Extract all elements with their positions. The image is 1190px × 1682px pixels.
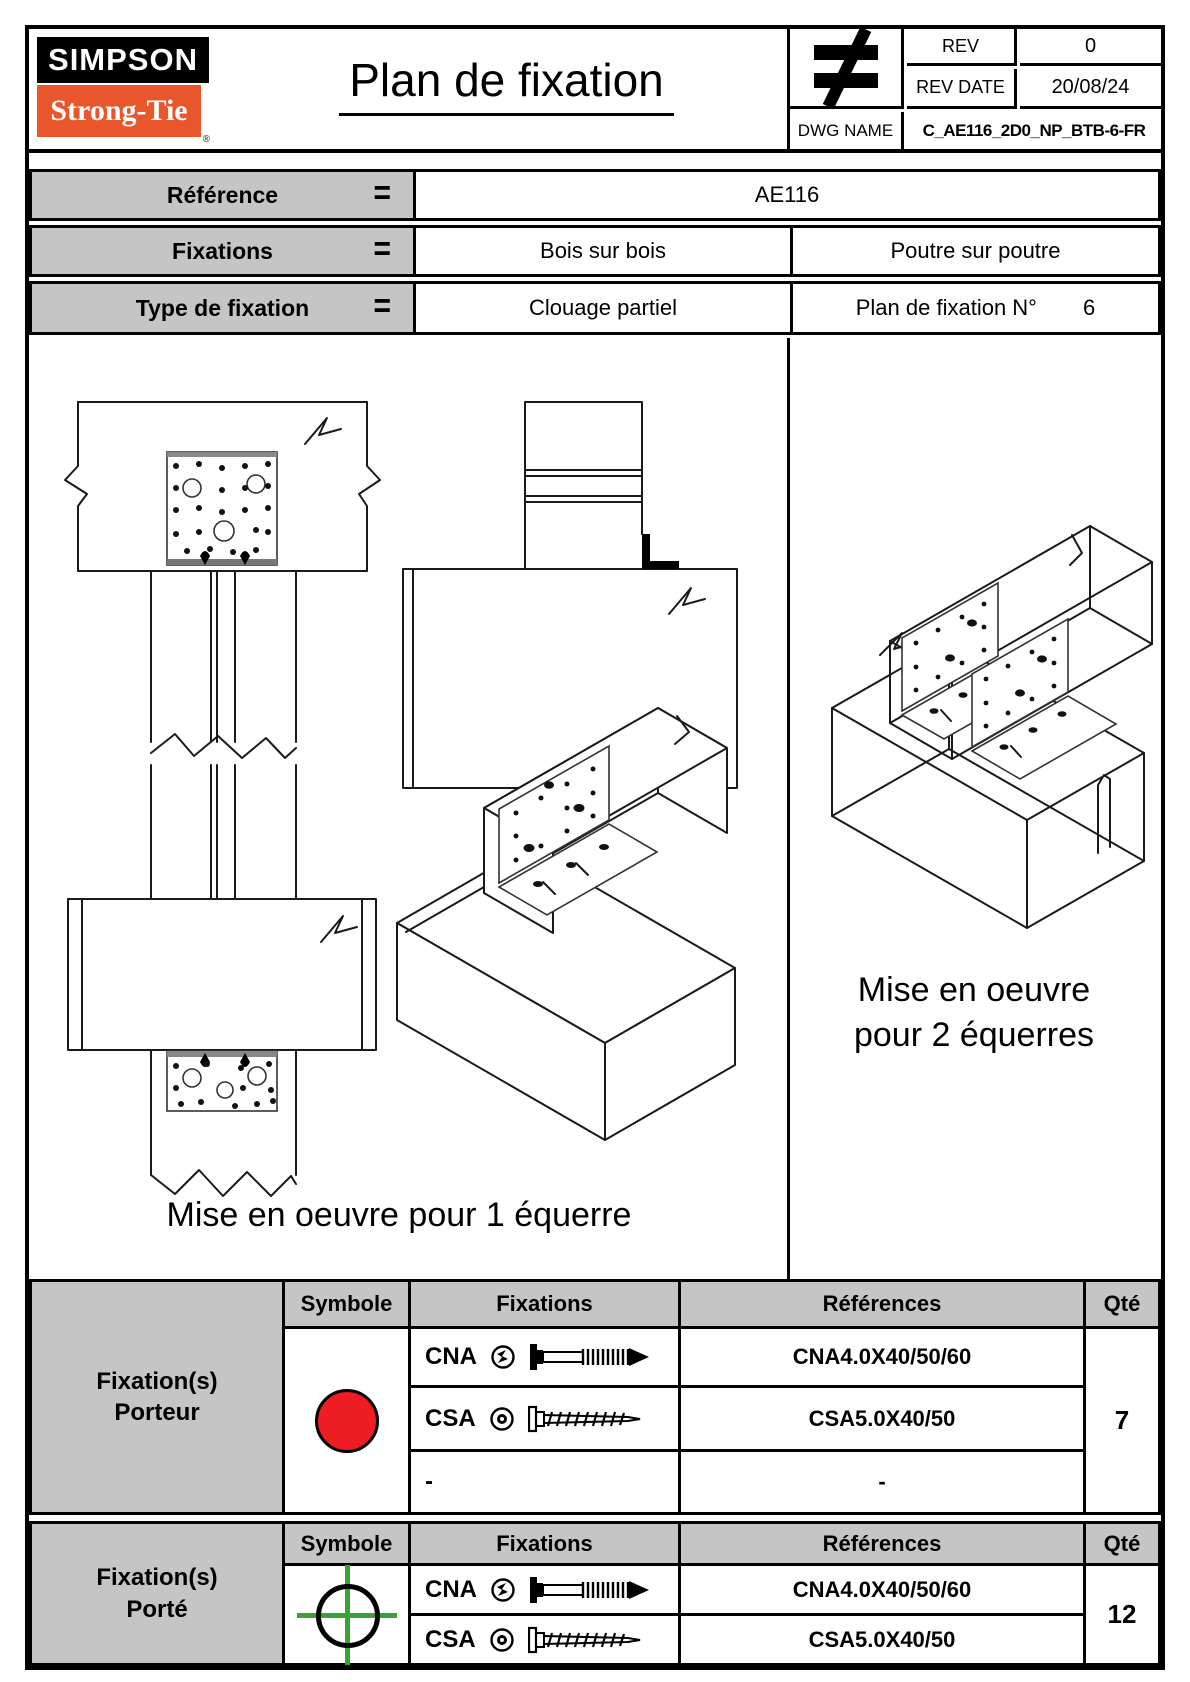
fixation-table-porte	[29, 1521, 1161, 1666]
caption-two-brackets-line2: pour 2 équerres	[853, 1015, 1095, 1054]
ref-label: Référence	[166, 181, 279, 208]
porte-symbol-crosshair	[297, 1565, 397, 1665]
header-references: Références	[681, 1282, 1086, 1329]
caption-one-bracket: Mise en oeuvre pour 1 équerre	[166, 1196, 632, 1234]
fixations-value-1: Bois sur bois	[416, 228, 793, 274]
type-value-1: Clouage partiel	[416, 284, 793, 332]
logo-simpson: SIMPSON	[37, 37, 209, 83]
caption-two-brackets-line1: Mise en oeuvre	[857, 971, 1091, 1009]
fixation-row-empty: -	[411, 1452, 681, 1512]
ref-value: AE116	[754, 182, 820, 207]
header-symbole-2: Symbole	[285, 1524, 411, 1566]
dwg-name-label: DWG NAME	[790, 112, 904, 149]
logo-strongtie	[37, 85, 210, 145]
csa-head-icon	[489, 1627, 515, 1653]
drawing-area	[29, 338, 1161, 1279]
sheet-border	[25, 25, 1165, 1670]
reference-cna: CNA4.0X40/50/60	[681, 1329, 1086, 1388]
type-label: Type de fixation	[135, 294, 310, 321]
header-fixations: Fixations	[411, 1282, 681, 1329]
revision-block	[787, 29, 1161, 149]
csa-head-icon	[489, 1406, 515, 1432]
fixation-row-csa: CSA	[411, 1388, 681, 1452]
rev-date-value: 20/08/24	[1020, 69, 1161, 109]
csa-screw-icon	[528, 1625, 654, 1655]
fixation-row-cna-2: CNA	[411, 1566, 681, 1616]
header-symbole: Symbole	[285, 1282, 411, 1329]
ref-row-fixations	[29, 225, 1161, 277]
ref-row-reference	[29, 169, 1161, 221]
projection-symbol-cell	[790, 29, 904, 109]
fixation-row-cna: CNA	[411, 1329, 681, 1388]
two-bracket-isometric-drawing	[787, 338, 1161, 1279]
rev-date-label: REV DATE	[907, 69, 1017, 109]
equals-sign: =	[373, 230, 391, 269]
cna-head-icon	[490, 1344, 516, 1370]
page-title: Plan de fixation	[339, 53, 674, 116]
header-qte: Qté	[1086, 1282, 1158, 1329]
reference-csa: CSA5.0X40/50	[681, 1388, 1086, 1452]
csa-screw-icon	[528, 1404, 654, 1434]
fixation-table-porteur	[29, 1279, 1161, 1515]
title-block	[29, 29, 1161, 153]
plan-number-cell	[793, 284, 1158, 332]
registered-mark: ®	[202, 134, 210, 145]
cna-nail-icon	[529, 1575, 655, 1605]
rev-value: 0	[1020, 29, 1161, 66]
ref-row-type	[29, 281, 1161, 335]
rev-label: REV	[907, 29, 1017, 66]
orthographic-views-drawing	[29, 338, 787, 1279]
not-equal-icon	[808, 28, 884, 108]
header-references-2: Références	[681, 1524, 1086, 1566]
equals-sign: =	[373, 174, 391, 213]
qty-porteur: 7	[1114, 1405, 1130, 1435]
reference-cna-2: CNA4.0X40/50/60	[681, 1566, 1086, 1616]
header-qte-2: Qté	[1086, 1524, 1158, 1566]
reference-empty: -	[681, 1452, 1086, 1512]
plan-number-label: Plan de fixation N°	[855, 295, 1037, 320]
porteur-symbol-cell	[285, 1329, 411, 1512]
group-label-porte: Fixation(s) Porté	[32, 1524, 285, 1663]
cna-nail-icon	[529, 1342, 655, 1372]
porte-symbol-cell	[285, 1566, 411, 1663]
porteur-symbol-red-circle	[315, 1389, 379, 1453]
fixations-value-2: Poutre sur poutre	[890, 238, 1061, 263]
plan-number-value: 6	[1082, 295, 1096, 320]
reference-csa-2: CSA5.0X40/50	[681, 1616, 1086, 1663]
equals-sign: =	[373, 287, 391, 326]
simpson-strongtie-logo	[37, 37, 210, 145]
fixation-row-csa-2: CSA	[411, 1616, 681, 1663]
qty-porte: 12	[1107, 1599, 1137, 1629]
fixations-label: Fixations	[172, 237, 273, 264]
logo-strongtie-text: Strong-Tie	[50, 94, 188, 127]
dwg-name-value: C_AE116_2D0_NP_BTB-6-FR	[922, 120, 1146, 140]
cna-head-icon	[490, 1577, 516, 1603]
header-fixations-2: Fixations	[411, 1524, 681, 1566]
group-label-porteur: Fixation(s) Porteur	[32, 1282, 285, 1512]
caption-two-brackets	[790, 968, 1158, 1058]
